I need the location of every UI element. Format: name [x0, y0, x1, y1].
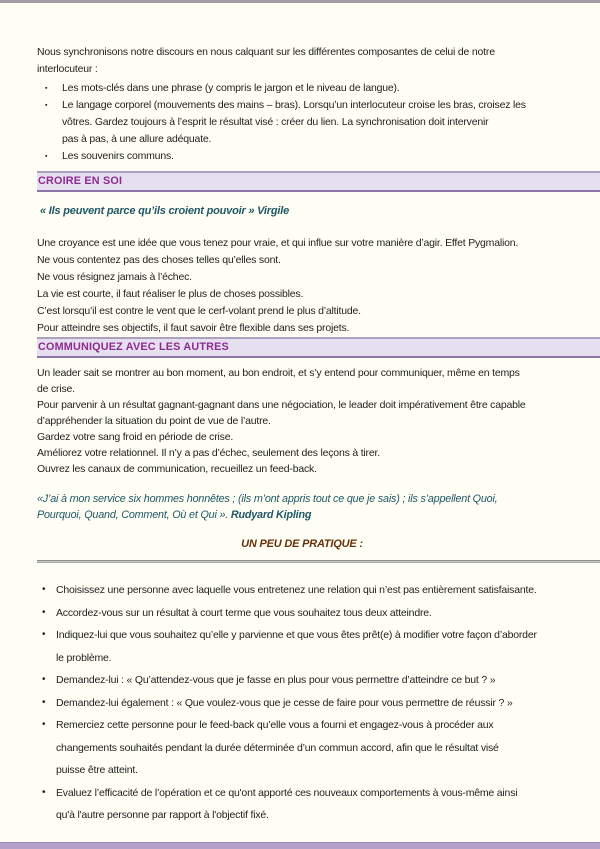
section-header-croire-en-soi	[37, 171, 600, 192]
virgile-quote: « Ils peuvent parce qu’ils croient pouvoir » Virgile	[40, 205, 289, 217]
list-item-text: Les souvenirs communs.	[62, 150, 174, 162]
list-item-text: Les mots-clés dans une phrase (y compris le jargon et le niveau de langue).	[62, 82, 400, 94]
round-bullet-icon: •	[42, 786, 46, 798]
list-item-text: Le langage corporel (mouvements des mains – bras). Lorsqu’un interlocuteur croise les bras, croisez les vôtres. Gardez toujours à l’esprit le résultat visé : créer du lien. La synchronisation doit intervenir pas à pas, à une allure adéquate.	[62, 99, 526, 145]
list-item-text: Choisissez une personne avec laquelle vous entretenez une relation qui n’est pas entièrement satisfaisante.	[56, 584, 537, 596]
horizontal-divider	[37, 560, 600, 563]
round-bullet-icon: •	[42, 606, 46, 618]
list-item-text: Indiquez-lui que vous souhaitez qu’elle y parvienne et que vous êtes prêt(e) à modifier votre façon d’aborder le problème.	[56, 629, 537, 664]
square-bullet-icon: ▪	[45, 102, 48, 109]
list-item-text: Remerciez cette personne pour le feed-back qu’elle vous a fourni et engagez-vous à procéder aux changements souhaités pendant la durée déterminée d’un commun accord, afin que le résultat visé puisse être atteint.	[56, 719, 499, 776]
synchronisation-bullet-list	[45, 80, 600, 165]
practice-heading: UN PEU DE PRATIQUE :	[241, 538, 363, 550]
list-item-text: Demandez-lui : « Qu’attendez-vous que je fasse en plus pour vous permettre d’atteindre ce but ? »	[56, 674, 496, 686]
page-top-border	[0, 0, 600, 3]
round-bullet-icon: •	[42, 584, 46, 595]
list-item-text: Demandez-lui également : « Que voulez-vous que je cesse de faire pour vous permettre de réussir ? »	[56, 696, 513, 709]
round-bullet-icon: •	[42, 696, 46, 708]
list-item	[42, 714, 600, 782]
list-item	[45, 148, 600, 165]
kipling-quote-text: Pourquoi, Quand, Comment, Où et Qui ».	[37, 509, 231, 521]
croire-paragraph: Une croyance est une idée que vous tenez pour vraie, et qui influe sur votre manière d’agir. Effet Pygmalion. Ne vous contentez pas des choses telles qu’elles sont. Ne vous résignez jamais à l’échec. La vie est courte, il faut réaliser le plus de choses possibles. C’est lorsqu’il est contre le vent que le cerf-volant prend le plus d’altitude. Pour atteindre ses objectifs, il faut savoir être flexible dans ses projets.	[37, 237, 519, 334]
square-bullet-icon: ▪	[45, 85, 48, 92]
page-content	[37, 44, 600, 827]
section-title: CROIRE EN SOI	[38, 175, 123, 187]
list-item	[42, 692, 600, 715]
list-item	[45, 97, 600, 148]
list-item	[45, 80, 600, 97]
page-bottom-border	[0, 842, 600, 849]
quote-author: Rudyard Kipling	[230, 509, 312, 521]
list-item	[42, 602, 600, 625]
square-bullet-icon: ▪	[45, 153, 48, 160]
list-item	[42, 782, 600, 827]
list-item	[42, 624, 600, 669]
kipling-quote	[37, 491, 600, 523]
list-item	[42, 579, 600, 602]
communiquez-paragraph: Un leader sait se montrer au bon moment, au bon endroit, et s’y entend pour communiquer, même en temps de crise. Pour parvenir à un résultat gagnant-gagnant dans une négociation, le leader doit impérativement être capable d’appréhender la situation du point de vue de l’autre. Gardez votre sang froid en période de crise. Améliorez votre relationnel. Il n’y a pas d’échec, seulement des leçons à tirer. Ouvrez les canaux de communication, recueillez un feed-back.	[37, 367, 526, 475]
intro-paragraph: Nous synchronisons notre discours en nous calquant sur les différentes composantes de celui de notre interlocuteur :	[37, 46, 495, 75]
list-item	[42, 669, 600, 692]
kipling-quote-line: «J’ai à mon service six hommes honnêtes ; (ils m’ont appris tout ce que je sais) ; ils s’appellent Quoi,	[37, 493, 498, 505]
kipling-quote-line	[37, 507, 600, 523]
section-header-communiquez	[37, 337, 600, 358]
round-bullet-icon: •	[42, 719, 46, 730]
round-bullet-icon: •	[42, 629, 46, 640]
round-bullet-icon: •	[42, 674, 46, 685]
practice-bullet-list	[42, 579, 600, 827]
section-title: COMMUNIQUEZ AVEC LES AUTRES	[38, 341, 229, 353]
list-item-text: Evaluez l’efficacité de l’opération et ce qu'ont apporté ces nouveaux comportements à vous-même ainsi qu'à l'autre personne par rapport à l'objectif fixé.	[56, 786, 518, 821]
list-item-text: Accordez-vous sur un résultat à court terme que vous souhaitez tous deux atteindre.	[56, 606, 432, 619]
